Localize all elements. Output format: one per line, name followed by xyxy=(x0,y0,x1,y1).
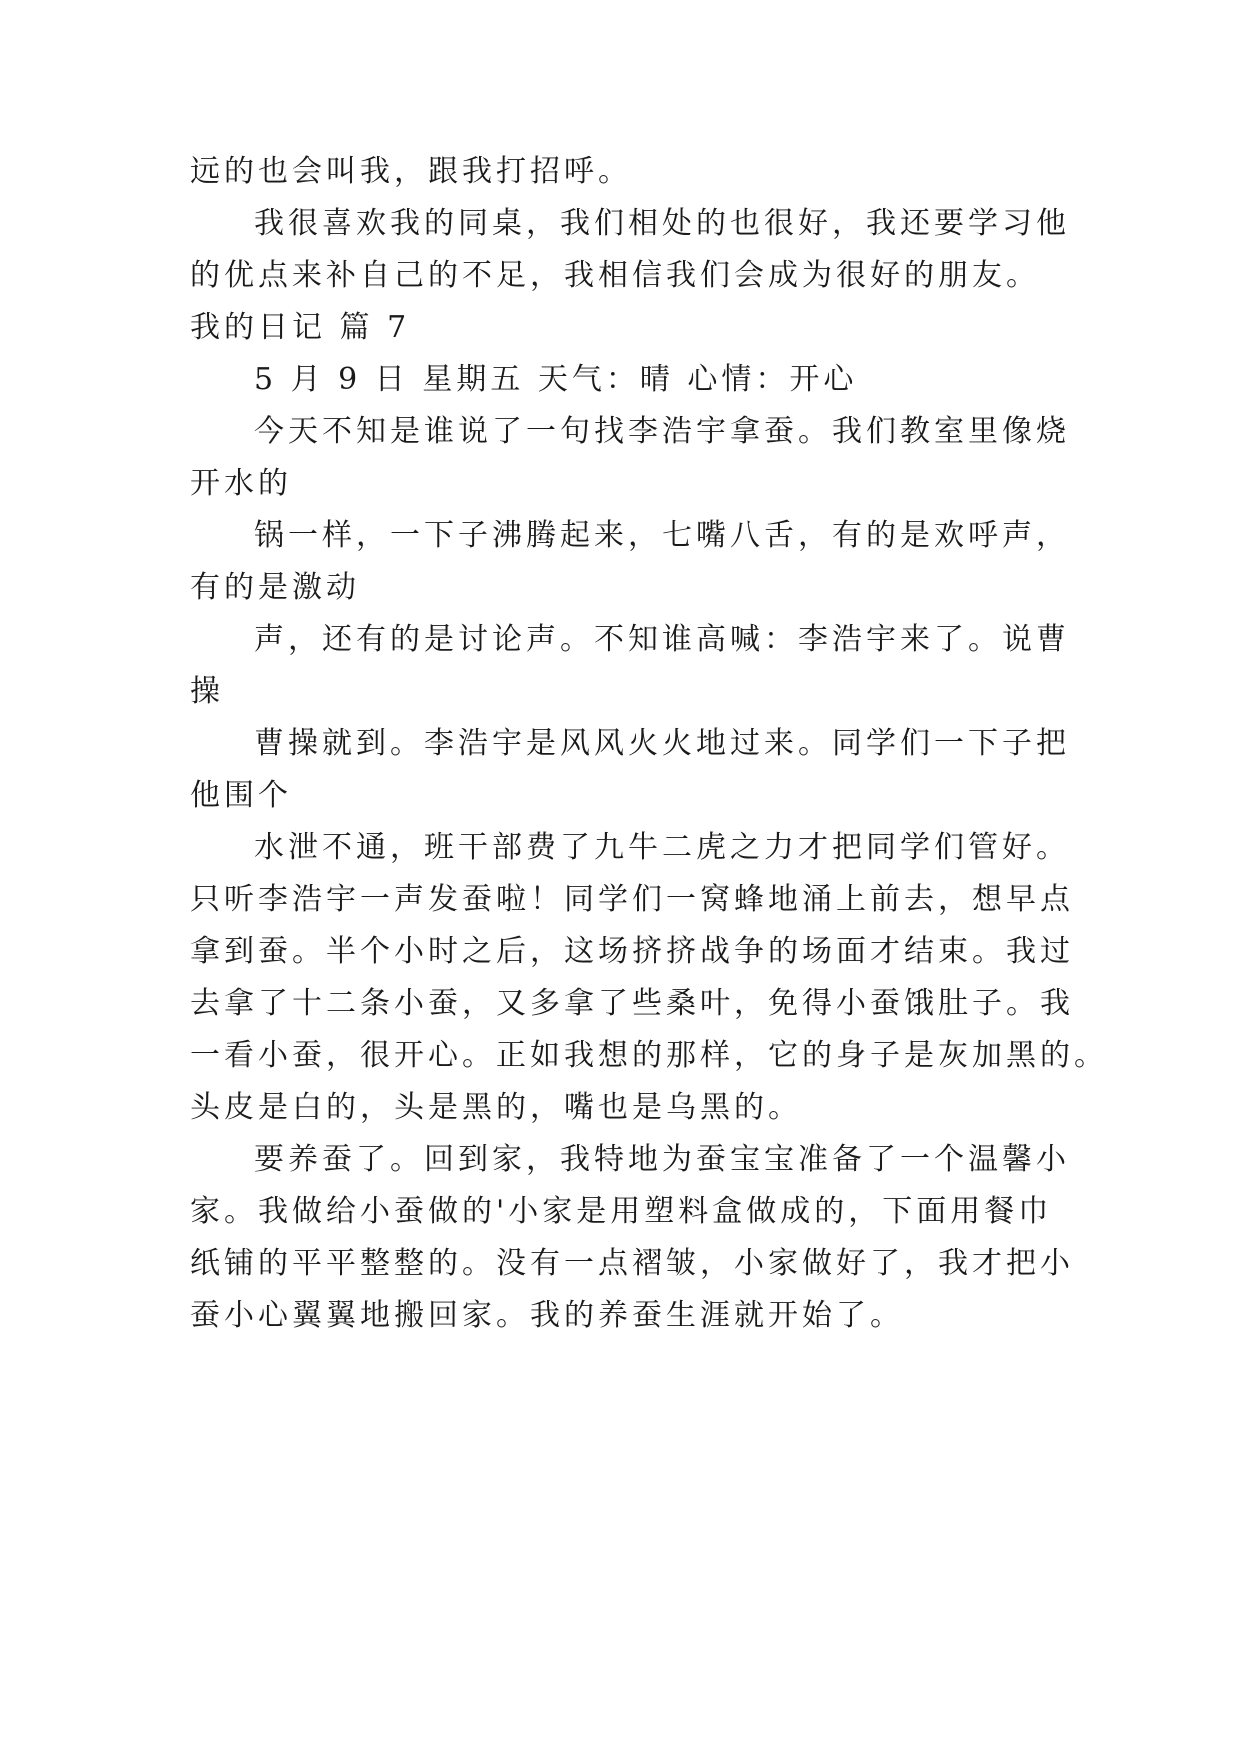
text-line: 我很喜欢我的同桌，我们相处的也很好，我还要学习他 xyxy=(254,206,1070,241)
text-line: 有的是激动 xyxy=(190,570,360,605)
text-line: 声，还有的是讨论声。不知谁高喊：李浩宇来了。说曹 xyxy=(254,622,1070,657)
text-line: 开水的 xyxy=(190,466,292,501)
text-line: 纸铺的平平整整的。没有一点褶皱，小家做好了，我才把小 xyxy=(190,1246,1074,1281)
text-line: 水泄不通，班干部费了九牛二虎之力才把同学们管好。 xyxy=(254,830,1070,865)
text-line: 头皮是白的，头是黑的，嘴也是乌黑的。 xyxy=(190,1090,802,1125)
text-line: 要养蚕了。回到家，我特地为蚕宝宝准备了一个温馨小 xyxy=(254,1142,1070,1177)
text-line: 去拿了十二条小蚕，又多拿了些桑叶，免得小蚕饿肚子。我 xyxy=(190,986,1074,1021)
text-line: 家。我做给小蚕做的'小家是用塑料盒做成的，下面用餐巾 xyxy=(190,1194,1053,1229)
text-line: 蚕小心翼翼地搬回家。我的养蚕生涯就开始了。 xyxy=(190,1298,904,1333)
text-line: 拿到蚕。半个小时之后，这场挤挤战争的场面才结束。我过 xyxy=(190,934,1074,969)
text-line: 只听李浩宇一声发蚕啦！同学们一窝蜂地涌上前去，想早点 xyxy=(190,882,1074,917)
text-line: 远的也会叫我，跟我打招呼。 xyxy=(190,154,632,189)
text-line: 他围个 xyxy=(190,778,292,813)
text-line: 操 xyxy=(190,674,224,709)
text-line: 的优点来补自己的不足，我相信我们会成为很好的朋友。 xyxy=(190,258,1040,293)
text-line: 今天不知是谁说了一句找李浩宇拿蚕。我们教室里像烧 xyxy=(254,414,1070,449)
section-heading: 我的日记 篇 7 xyxy=(190,310,411,345)
text-line: 锅一样，一下子沸腾起来，七嘴八舌，有的是欢呼声， xyxy=(254,518,1070,553)
text-line: 一看小蚕，很开心。正如我想的那样，它的身子是灰加黑的。 xyxy=(190,1038,1108,1073)
text-line: 曹操就到。李浩宇是风风火火地过来。同学们一下子把 xyxy=(254,726,1070,761)
diary-date-line: 5 月 9 日 星期五 天气：晴 心情：开心 xyxy=(254,362,858,397)
